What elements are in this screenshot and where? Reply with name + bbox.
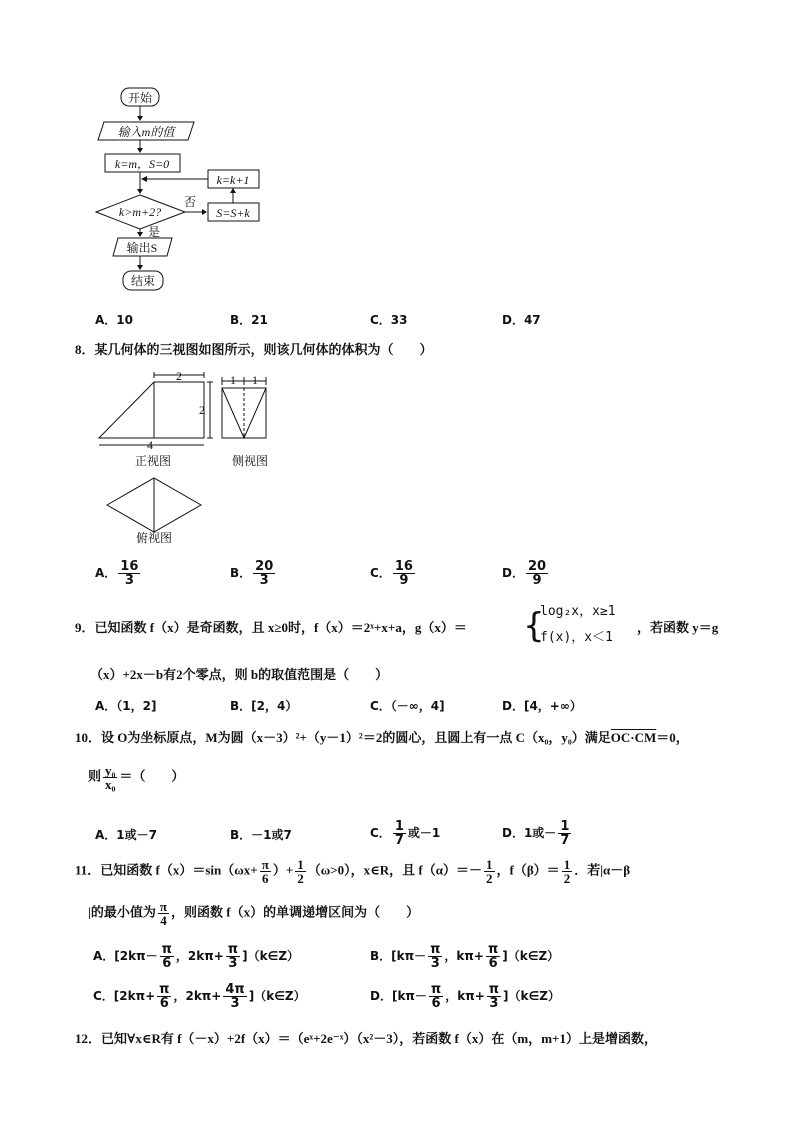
q9-line1: 9．已知函数 f（x）是奇函数，且 x≥0时，f（x）＝2ˣ+x+a，g（x）＝: [75, 620, 467, 635]
flowchart-no-label: 否: [183, 195, 197, 209]
q10-line2-tail: ＝（ ）: [119, 768, 185, 784]
q8-option-a-fraction: $\frac{16}{3}$: [120, 559, 139, 588]
q9-option-a[interactable]: A．（1，2]: [95, 699, 157, 713]
side-dim-left: 1: [230, 373, 236, 387]
q8-option-b-fraction: $\frac{20}{3}$: [255, 559, 274, 588]
q10-fraction: $\frac{\text{y₀}}{\text{x₀}}$: [105, 763, 116, 792]
q10-option-a[interactable]: A．1或－7: [95, 828, 157, 842]
flowchart-update-s-text: S=S+k: [216, 206, 250, 220]
q10-option-c-fraction: $\frac{1}{7}$: [394, 819, 404, 848]
flowchart-condition-text: k>m+2?: [118, 205, 162, 219]
flowchart-start-text: 开始: [127, 91, 153, 105]
q11-option-b[interactable]: B．[kπ－ $\frac{\pi}{3}$ ，kπ+ $\frac{\pi}{6}$ ]（k∈Z）: [370, 942, 560, 971]
q12-line1: 12．已知∀x∈R有 f（－x）+2f（x）＝（eˣ+2e⁻ˣ）（x²－3），若函数 f（x）在（m，m+1）上是增函数，: [75, 1031, 657, 1046]
q10-option-c-tail: 或－1: [407, 826, 441, 840]
front-view-shape: [99, 382, 204, 438]
q8-option-d-letter: D．: [502, 566, 524, 580]
q10-option-c-letter: C．: [370, 826, 391, 840]
flowchart-output-text: 输出S: [126, 241, 158, 255]
q8-option-c-fraction: $\frac{16}{9}$: [394, 559, 413, 588]
q11-line1: 11．已知函数 f（x）＝sin（ωx+ $\frac{\pi}{6}$ ）+ $\frac{1}{2}$ （ω>0），x∈R，且 f（α）＝－ $\frac{1}{2}$ ，f（β）＝ $\frac{1}{2}$ ．若|α－β: [75, 857, 631, 886]
q10-option-d-fraction: $\frac{1}{7}$: [560, 819, 570, 848]
q9-case2: f(x)，x＜1: [540, 630, 613, 645]
three-view-figure: [95, 372, 285, 547]
flowchart-init-text: k=m，S=0: [114, 157, 170, 171]
q11-option-d[interactable]: D．[kπ－ $\frac{\pi}{6}$ ，kπ+ $\frac{\pi}{3}$ ]（k∈Z）: [370, 982, 560, 1011]
q9-option-d[interactable]: D．[4，+∞）: [502, 699, 582, 713]
q9-case1: log₂x，x≥1: [540, 604, 616, 619]
flowchart: [90, 82, 290, 297]
front-top-dim: 2: [176, 372, 182, 383]
q11-option-c[interactable]: C．[2kπ+ $\frac{\pi}{6}$ ，2kπ+ $\frac{4\pi}{3}$ ]（k∈Z）: [93, 982, 306, 1011]
q10-option-c[interactable]: [370, 820, 440, 847]
top-view-label: 俯视图: [135, 531, 173, 545]
flowchart-update-k-text: k=k+1: [216, 173, 250, 187]
flowchart-yes-label: 是: [147, 225, 161, 239]
q7-option-d[interactable]: D．47: [502, 313, 541, 327]
q10-option-d-prefix: D．1或－: [502, 826, 557, 840]
q10-line2: [88, 764, 184, 791]
q10-line2-prefix: 则: [88, 768, 102, 784]
q11-option-a[interactable]: A．[2kπ－ $\frac{\pi}{6}$ ，2kπ+ $\frac{\pi}{3}$ ]（k∈Z）: [93, 942, 300, 971]
q10-line1-text: 10．设 O为坐标原点，M为圆（x－3）²+（y－1）²＝2的圆心，且圆上有一点 C（x₀，y₀）满足: [75, 730, 611, 745]
q7-option-b[interactable]: B．21: [230, 313, 268, 327]
side-view-label: 侧视图: [231, 454, 269, 468]
q8-option-c-letter: C．: [370, 566, 391, 580]
q9-option-c[interactable]: C．（－∞，4]: [370, 699, 445, 713]
q10-vector-expression: OC·CM: [610, 730, 657, 745]
front-bottom-dim: 4: [147, 438, 153, 452]
front-view-label: 正视图: [134, 454, 172, 468]
q8-option-a-letter: A．: [95, 566, 117, 580]
q9-line1-tail: ，若函数 y＝g: [637, 620, 719, 635]
q7-option-c[interactable]: C．33: [370, 313, 408, 327]
front-side-dim: 2: [199, 403, 205, 417]
q9-option-b[interactable]: B．[2，4）: [230, 699, 298, 713]
q8-option-d-fraction: $\frac{20}{9}$: [527, 559, 547, 588]
q10-line1-tail: ＝0，: [656, 730, 689, 745]
q9-brace: {: [523, 606, 545, 646]
flowchart-input-text: 输入m的值: [117, 125, 175, 139]
q7-option-a[interactable]: A．10: [95, 313, 133, 327]
q8-option-d[interactable]: [502, 560, 550, 587]
q8-option-a[interactable]: [95, 560, 142, 587]
q8-option-b-letter: B．: [230, 566, 252, 580]
q8-option-c[interactable]: [370, 560, 417, 587]
q10-line1: [75, 730, 689, 746]
q8-stem: 8．某几何体的三视图如图所示，则该几何体的体积为（ ）: [75, 342, 433, 357]
side-dim-right: 1: [252, 373, 258, 387]
q10-option-b[interactable]: B．－1或7: [230, 828, 292, 842]
q9-line2: （x）+2x－b有2个零点，则 b的取值范围是（ ）: [90, 667, 389, 682]
q10-option-d[interactable]: [502, 820, 573, 847]
q8-option-b[interactable]: [230, 560, 277, 587]
q11-line2: |的最小值为 $\frac{\pi}{4}$ ，则函数 f（x）的单调递增区间为（ ）: [88, 899, 420, 928]
flowchart-end-text: 结束: [130, 274, 156, 288]
